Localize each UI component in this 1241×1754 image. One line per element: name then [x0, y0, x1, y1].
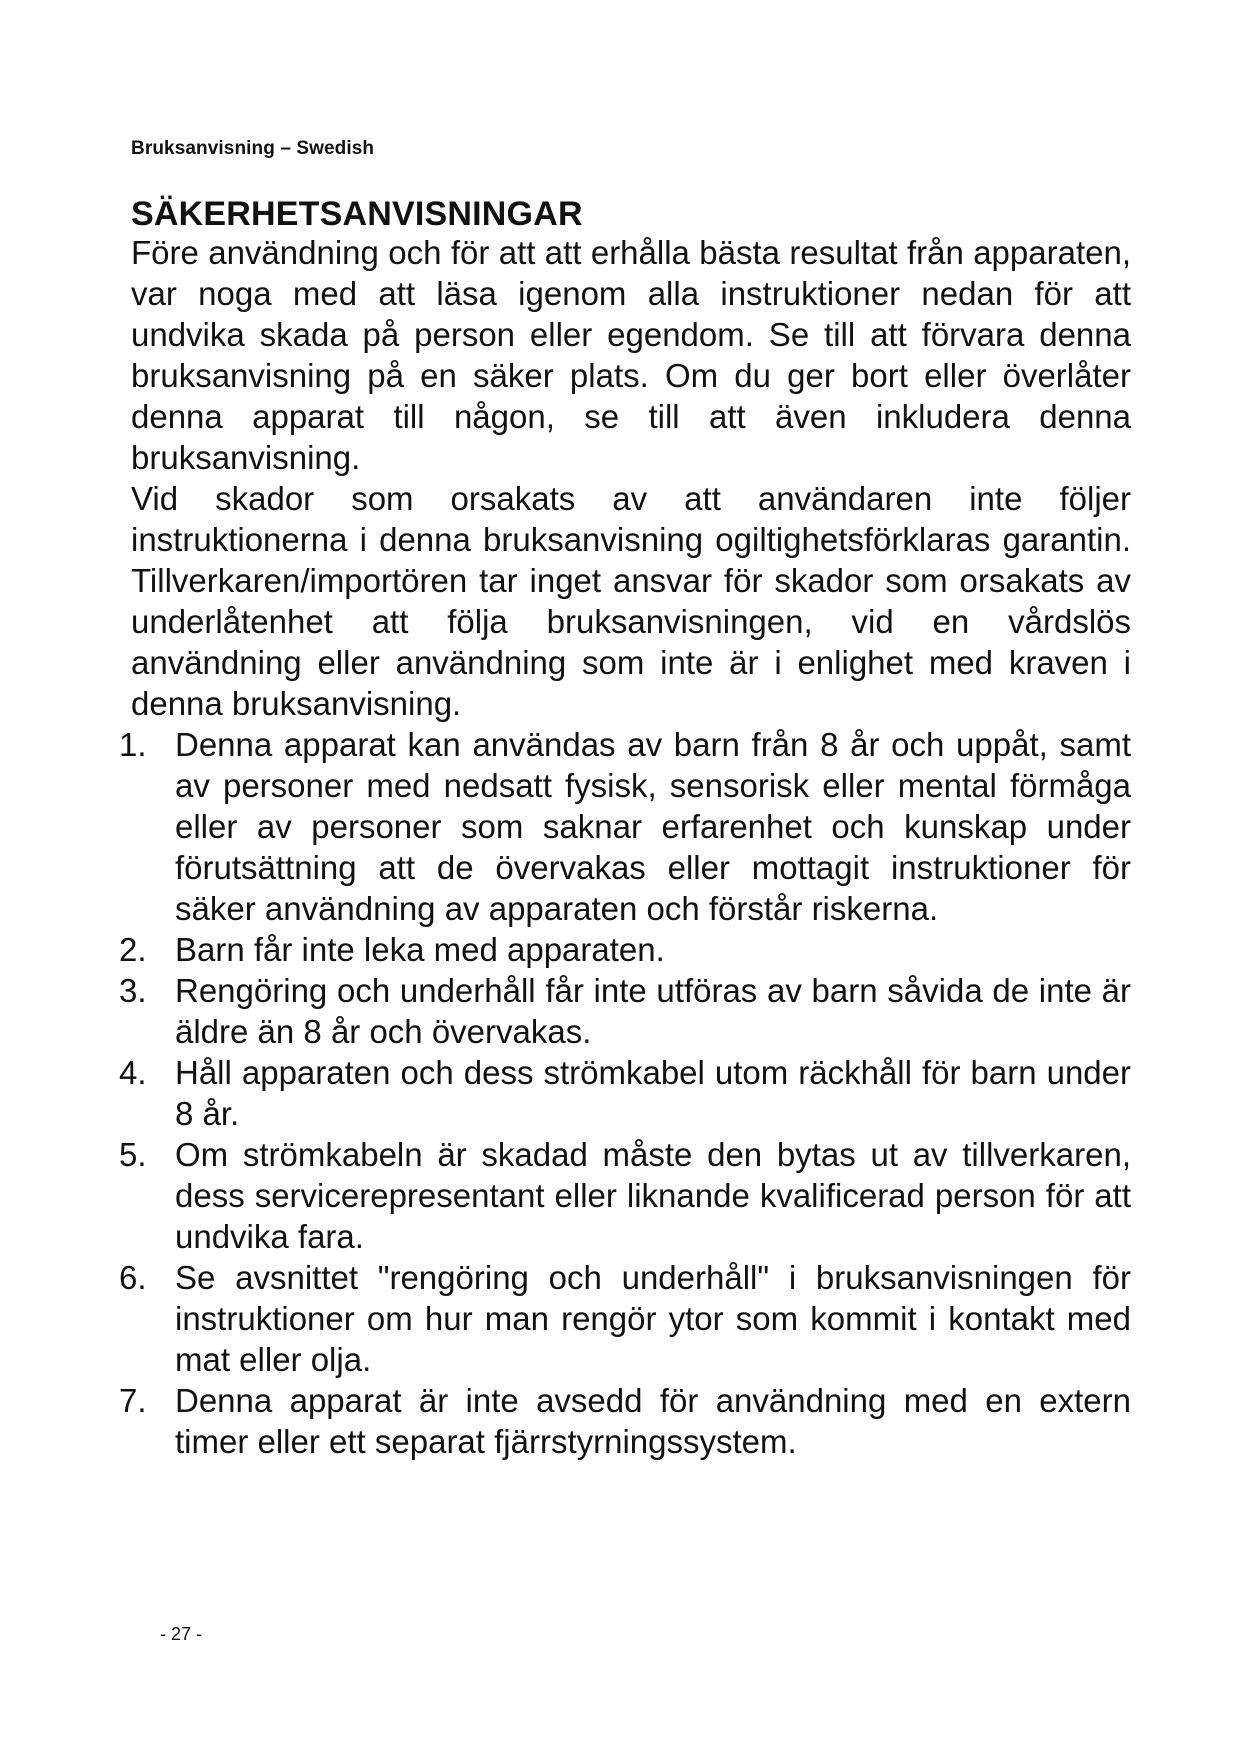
safety-list — [119, 724, 1131, 1462]
list-item-text: Håll apparaten och dess strömkabel utom räckhåll för barn under 8 år. — [175, 1054, 1131, 1132]
list-item — [119, 970, 1131, 1052]
list-item-text: Denna apparat kan användas av barn från 8 år och uppåt, samt av personer med nedsatt fysisk, sensorisk eller mental förmåga eller av personer som saknar erfarenhet och kunskap under förutsättning att de övervakas eller mottagit instruktioner för säker användning av apparaten och förstår riskerna. — [175, 726, 1131, 927]
section-body — [119, 232, 1131, 1462]
list-item-text: Se avsnittet "rengöring och underhåll" i bruksanvisningen för instruktioner om hur man rengör ytor som kommit i kontakt med mat eller olja. — [175, 1259, 1131, 1378]
list-item-number: 6. — [119, 1259, 147, 1296]
list-item-text: Rengöring och underhåll får inte utföras av barn såvida de inte är äldre än 8 år och övervakas. — [175, 972, 1131, 1050]
list-item — [119, 929, 1131, 970]
page-number: - 27 - — [160, 1624, 203, 1644]
list-item-number: 5. — [119, 1136, 147, 1173]
list-item-number: 3. — [119, 972, 147, 1009]
list-item-number: 7. — [119, 1382, 147, 1419]
list-item-text: Denna apparat är inte avsedd för användning med en extern timer eller ett separat fjärrstyrningssystem. — [175, 1382, 1131, 1460]
list-item — [119, 1380, 1131, 1462]
list-item — [119, 1257, 1131, 1380]
list-item-number: 2. — [119, 931, 147, 968]
list-item — [119, 1052, 1131, 1134]
list-item-text: Barn får inte leka med apparaten. — [175, 931, 665, 968]
document-header: Bruksanvisning – Swedish — [131, 138, 375, 159]
list-item — [119, 724, 1131, 929]
list-item — [119, 1134, 1131, 1257]
section-title: SÄKERHETSANVISNINGAR — [131, 195, 583, 233]
list-item-text: Om strömkabeln är skadad måste den bytas ut av tillverkaren, dess servicerepresentant eller liknande kvalificerad person för att undvika fara. — [175, 1136, 1131, 1255]
list-item-number: 1. — [119, 726, 147, 763]
list-item-number: 4. — [119, 1054, 147, 1091]
warranty-paragraph: Vid skador som orsakats av att användaren inte följer instruktionerna i denna bruksanvisning ogiltighetsförklaras garantin. Tillverkaren/importören tar inget ansvar för skador som orsakats av underlåtenhet att följa bruksanvisningen, vid en vårdslös användning eller användning som inte är i enlighet med kraven i denna bruksanvisning. — [131, 480, 1131, 722]
intro-paragraph: Före användning och för att att erhålla bästa resultat från apparaten, var noga med att läsa igenom alla instruktioner nedan för att undvika skada på person eller egendom. Se till att förvara denna bruksanvisning på en säker plats. Om du ger bort eller överlåter denna apparat till någon, se till att även inkludera denna bruksanvisning. — [131, 234, 1131, 476]
